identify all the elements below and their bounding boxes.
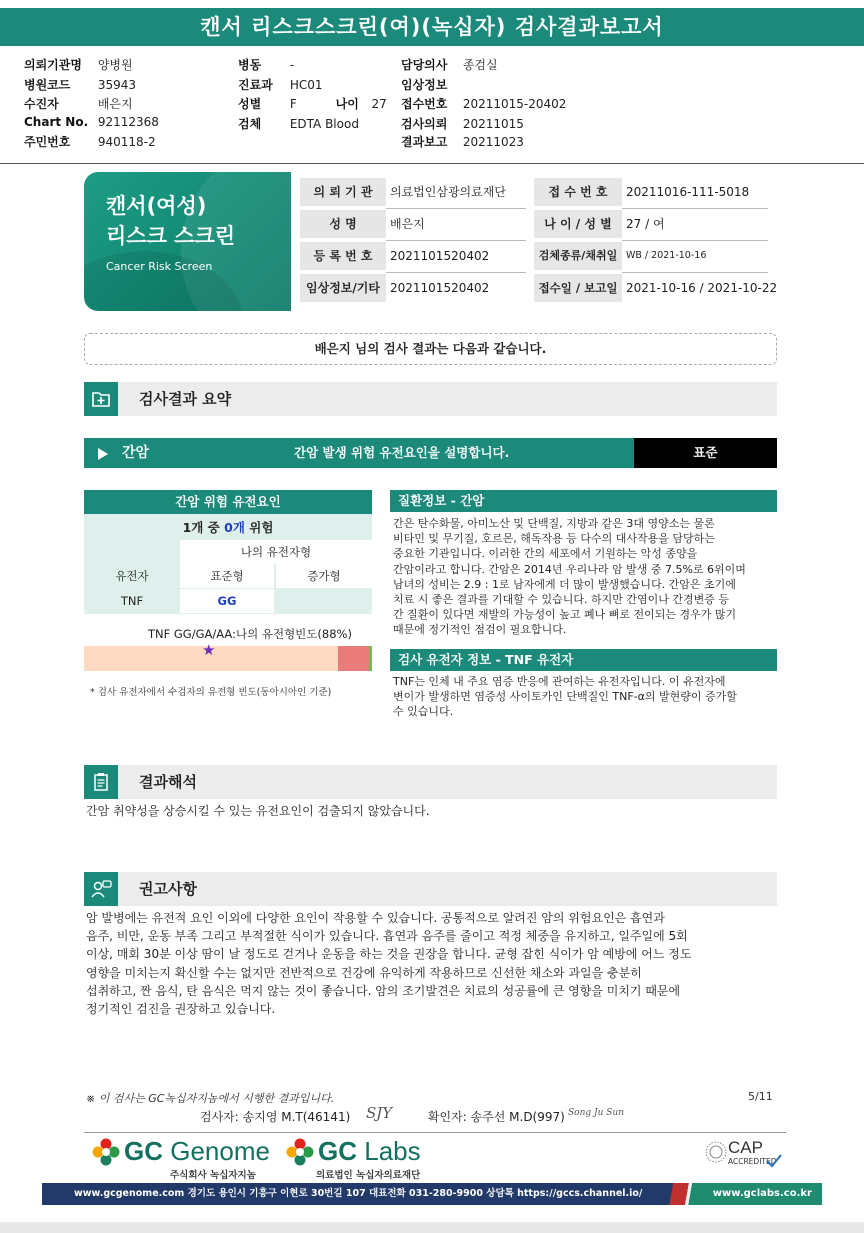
checkmark-icon	[766, 1154, 782, 1168]
info-label: 임상정보/기타	[300, 274, 386, 302]
card-title: 캔서(여성)	[106, 194, 207, 218]
info-label: 성 명	[300, 210, 386, 238]
folder-plus-icon	[84, 382, 118, 416]
risk-table-header: 간암 위험 유전요인	[84, 490, 372, 514]
pi-value: F	[289, 97, 297, 111]
liver-cancer-bar	[84, 438, 634, 468]
clipboard-icon	[84, 765, 118, 799]
pi-label: 성별	[238, 97, 262, 111]
page-bottom-margin	[0, 1222, 864, 1233]
pi-value: 92112368	[97, 115, 159, 129]
pi-label: 병동	[238, 58, 262, 72]
pi-value: 27	[371, 97, 387, 111]
pi-label: 결과보고	[401, 135, 448, 149]
pi-value: 종검실	[462, 58, 498, 72]
footer-right-block	[714, 1183, 822, 1205]
section-title: 권고사항	[139, 880, 197, 898]
text-line: 영향을 미치는지 확신할 수는 없지만 전반적으로 건강에 유익하게 작용하므로 신선한 채소와 과일을 충분히	[86, 965, 642, 980]
risk-count-value: 0개	[224, 520, 245, 535]
pi-label: 주민번호	[24, 135, 71, 149]
cap-seal-icon	[704, 1140, 728, 1164]
pi-value: 940118-2	[97, 135, 156, 149]
gene-name: TNF	[120, 594, 144, 608]
summary-section-header	[84, 382, 777, 416]
genotype-frequency-label: TNF GG/GA/AA:나의 유전형빈도(88%)	[148, 627, 352, 641]
info-label: 등 록 번 호	[300, 242, 386, 270]
row-divider	[622, 208, 768, 209]
risk-count-suffix: 위험	[249, 520, 274, 535]
tester: 검사자: 송지영 M.T(46141)	[200, 1110, 351, 1124]
risk-count-prefix: 1개 중	[182, 520, 220, 535]
gc-labs-subtitle: 의료법인 녹십자의료재단	[316, 1170, 421, 1181]
section-title: 결과해석	[139, 773, 197, 791]
info-label: 의 뢰 기 관	[300, 178, 386, 206]
pi-value: 35943	[97, 78, 137, 92]
text-line: TNF는 인체 내 주요 염증 반응에 관여하는 유전자입니다. 이 유전자에	[393, 675, 726, 688]
standard-genotype: GG	[180, 589, 274, 613]
row-divider	[386, 208, 526, 209]
patient-info-block	[0, 52, 864, 164]
risk-table	[84, 514, 372, 614]
footer-address: www.gcgenome.com 경기도 용인시 기흥구 이현로 30번길 107 대표전화 031-280-9900 상담톡 https://gccs.channel.io/	[74, 1188, 643, 1199]
pi-row	[238, 95, 387, 113]
pi-row	[401, 115, 524, 133]
info-label: 접 수 번 호	[534, 178, 622, 206]
text-line: 수 있습니다.	[393, 705, 454, 719]
row-divider	[386, 272, 526, 273]
disease-name: 간암	[122, 445, 150, 461]
logo-text: GC	[124, 1136, 163, 1166]
text-line: 간암이라고 합니다. 간암은 2014년 우리나라 암 발생 중 7.5%로 6위이며	[393, 562, 746, 576]
pi-value: 20211015	[462, 117, 524, 131]
pi-row	[238, 56, 294, 74]
text-line: 남녀의 성비는 2.9 : 1로 남자에게 더 많이 발생했습니다. 간암은 초기에	[393, 577, 736, 591]
pi-label: Chart No.	[24, 115, 89, 129]
my-genotype-header: 나의 유전자형	[180, 540, 372, 564]
pi-label: 담당의사	[401, 58, 448, 72]
gc-cross-logo-icon	[92, 1138, 120, 1166]
gc-cross-logo-icon	[286, 1138, 314, 1166]
interpretation-text: 간암 취약성을 상승시킬 수 있는 유전요인이 검출되지 않았습니다.	[86, 804, 430, 818]
pi-value: 배은지	[97, 97, 133, 111]
increase-column-header: 증가형	[276, 564, 372, 588]
frequency-bar	[84, 646, 372, 671]
pi-row	[24, 76, 136, 94]
card-subtitle: Cancer Risk Screen	[106, 260, 213, 273]
text-line: 음주, 비만, 운동 부족 그리고 부적절한 식이가 있습니다. 흡연과 음주를 줄이고 적정 체중을 유지하고, 일주일에 5회	[86, 929, 688, 944]
text-line: 암 발병에는 유전적 요인 이외에 다양한 요인이 작용할 수 있습니다. 공통적으로 알려진 암의 위험요인은 흡연과	[86, 911, 665, 925]
pi-label: 수진자	[24, 97, 59, 111]
pi-row	[401, 133, 524, 151]
pi-value: EDTA Blood	[289, 117, 359, 131]
cap-text: CAP	[728, 1138, 763, 1157]
risk-count	[84, 516, 372, 540]
info-value: 20211016-111-5018	[626, 185, 750, 199]
info-label: 나 이 / 성 별	[534, 210, 622, 238]
footnote: ※ 이 검사는 GC녹십자지놈에서 시행한 결과입니다.	[86, 1092, 335, 1105]
text-line: 비타민 및 무기질, 호르몬, 해독작용 등 다수의 대사작용을 담당하는	[393, 532, 715, 546]
disease-info-header: 질환정보 - 간암	[390, 490, 777, 512]
play-icon	[98, 448, 108, 460]
pi-row	[401, 56, 498, 74]
my-genotype-star-icon: ★	[202, 641, 216, 659]
pi-label: 병원코드	[24, 78, 71, 92]
pi-value: 20211015-20402	[462, 97, 567, 111]
pi-label: 진료과	[238, 78, 273, 92]
cancer-risk-card	[84, 172, 291, 311]
info-value: 의료법인삼광의료재단	[390, 185, 506, 199]
text-line: 섭취하고, 짠 음식, 탄 음식은 먹지 않는 것이 좋습니다. 암의 조기발견은 치료의 성공률에 큰 영향을 미치기 때문에	[86, 983, 681, 998]
report-title: 캔서 리스크스크린(여)(녹십자) 검사결과보고서	[0, 8, 864, 46]
confirmer: 확인자: 송주선 M.D(997)	[427, 1110, 565, 1124]
pi-label: 접수번호	[401, 97, 448, 111]
logo-text: Labs	[364, 1136, 421, 1166]
tester-signature: SJY	[366, 1104, 393, 1122]
risk-status-badge: 표준	[634, 438, 777, 468]
page-number: 5/11	[748, 1090, 773, 1103]
pi-row	[24, 56, 133, 74]
info-label: 검체종류/채취일	[534, 242, 622, 270]
text-line: 정기적인 검진을 권장하고 있습니다.	[86, 1002, 276, 1017]
interpretation-section-header	[84, 765, 777, 799]
pi-label: 의뢰기관명	[24, 58, 82, 72]
footer-divider	[84, 1132, 786, 1133]
gene-info-header: 검사 유전자 정보 - TNF 유전자	[390, 649, 777, 671]
text-line: 이상, 매회 30분 이상 땀이 날 정도로 걷거나 운동을 하는 것을 권장을 합니다. 균형 잡힌 식이가 암 예방에 어느 정도	[86, 947, 692, 962]
text-line: 중요한 기관입니다. 이러한 간의 세포에서 기원하는 악성 종양을	[393, 547, 698, 561]
pi-label: 검사의뢰	[401, 117, 448, 131]
gene-info-text	[393, 674, 775, 720]
info-value: 배은지	[390, 217, 425, 231]
pi-value: HC01	[289, 78, 323, 92]
cap-accredited-logo	[704, 1138, 784, 1174]
text-line: 치료 시 좋은 결과를 기대할 수 있습니다. 하지만 간염이나 간경변증 등	[393, 593, 729, 607]
pi-label: 검체	[238, 117, 262, 131]
standard-column-header: 표준형	[180, 564, 274, 588]
gc-genome-subtitle: 주식회사 녹십자지놈	[170, 1170, 256, 1181]
logo-text: Genome	[170, 1136, 270, 1166]
info-value: 2021-10-16 / 2021-10-22	[626, 281, 778, 295]
info-value: 2021101520402	[390, 249, 490, 263]
pi-row	[401, 76, 463, 94]
pi-label: 임상정보	[401, 78, 448, 92]
recommendation-text	[86, 909, 776, 1018]
info-value: 2021101520402	[390, 281, 490, 295]
info-value: WB / 2021-10-16	[626, 250, 707, 261]
gc-genome-logo	[124, 1136, 270, 1167]
text-line: 변이가 발생하면 염증성 사이토카인 단백질인 TNF-α의 발현량이 증가할	[393, 690, 737, 704]
pi-row	[24, 133, 156, 151]
footer-bar	[42, 1183, 822, 1205]
disease-description: 간암 발생 위험 유전요인을 설명합니다.	[294, 445, 510, 460]
frequency-note: * 검사 유전자에서 수검자의 유전형 빈도(동아시아인 기준)	[90, 687, 332, 698]
confirmer-signature: Song Ju Sun	[568, 1108, 625, 1118]
gene-column-header: 유전자	[115, 569, 149, 583]
cap-subtitle: ACCREDITED	[728, 1157, 777, 1166]
pi-row	[24, 95, 133, 113]
frequency-bar-segment	[338, 646, 369, 671]
recommendation-section-header	[84, 872, 777, 906]
pi-value: 20211023	[462, 135, 524, 149]
consult-icon	[84, 872, 118, 906]
row-divider	[622, 272, 768, 273]
pi-value: -	[289, 58, 295, 72]
card-title: 리스크 스크린	[106, 224, 236, 248]
pi-row	[24, 115, 159, 133]
text-line: 간 질환이 있다면 재발의 가능성이 높고 폐나 뼈로 전이되는 경우가 많기	[393, 608, 737, 622]
info-value: 27 / 여	[626, 217, 665, 231]
pi-row	[238, 115, 359, 133]
text-line: 때문에 정기적인 점검이 필요합니다.	[393, 623, 567, 637]
footer-stripe	[662, 1183, 714, 1205]
frequency-bar-segment	[369, 646, 372, 671]
pi-row	[401, 95, 566, 113]
pi-row	[238, 76, 323, 94]
gc-labs-logo	[318, 1136, 421, 1167]
info-label: 접수일 / 보고일	[534, 274, 622, 302]
disease-info-text	[393, 516, 775, 638]
pi-value: 양병원	[97, 58, 133, 72]
logo-text: GC	[318, 1136, 357, 1166]
row-divider	[386, 240, 526, 241]
pi-label: 나이	[335, 97, 359, 111]
text-line: 간은 탄수화물, 아미노산 및 단백질, 지방과 같은 3대 영양소는 물론	[393, 517, 715, 530]
section-title: 검사결과 요약	[139, 390, 232, 408]
footer-website-link[interactable]: www.gclabs.co.kr	[712, 1188, 812, 1199]
row-divider	[622, 240, 768, 241]
result-greeting: 배은지 님의 검사 결과는 다음과 같습니다.	[84, 333, 777, 365]
